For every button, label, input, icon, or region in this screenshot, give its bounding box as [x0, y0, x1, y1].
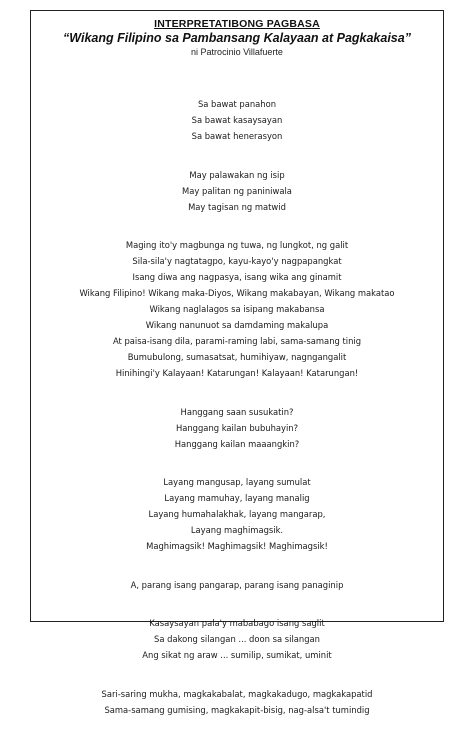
poem-line: Wikang nanunuot sa damdaming makalupa — [145, 320, 329, 330]
poem-line: Layang mangusap, layang sumulat — [163, 477, 311, 487]
poem-line: Wikang naglalagos sa isipang makabansa — [149, 304, 325, 314]
poem-line: Hanggang kailan bubuhayin? — [175, 422, 299, 433]
poem-stanza — [31, 96, 443, 144]
poem-line: A, parang isang pangarap, parang isang panaginip — [130, 579, 344, 590]
poem-title: “Wikang Filipino sa Pambansang Kalayaan at Pagkakaisa” — [63, 31, 411, 45]
poem-line: Sa bawat henerasyon — [191, 131, 283, 141]
poem-line: Sila-sila'y nagtatagpo, kayu-kayo'y nagpapangkat — [132, 256, 342, 266]
poem-line: Layang maghimagsik. — [190, 525, 284, 535]
document-label: INTERPRETATIBONG PAGBASA — [154, 18, 320, 30]
poem-line: Sari-saring mukha, magkakabalat, magkakadugo, magkakapatid — [101, 688, 373, 699]
poem-stanza — [31, 577, 443, 593]
poem-line: Bumubulong, sumasatsat, humihiyaw, nagngangalit — [127, 352, 347, 362]
poem-stanza — [31, 237, 443, 381]
poem-line: Hanggang saan susukatin? — [180, 406, 294, 417]
poem-line: May palawakan ng isip — [189, 169, 285, 180]
poem-line: Isang diwa ang nagpasya, isang wika ang ginamit — [132, 272, 342, 282]
poem-line: May palitan ng paniniwala — [182, 185, 292, 196]
poem-line: Ang sikat ng araw ... sumilip, sumikat, uminit — [142, 650, 332, 660]
poem-line: Layang mamuhay, layang manalig — [164, 493, 310, 503]
poem-line: Maghimagsik! Maghimagsik! Maghimagsik! — [146, 541, 328, 551]
poem-stanza — [31, 615, 443, 663]
poem-line: Layang humahalakhak, layang mangarap, — [148, 509, 326, 519]
poem-stanza — [31, 474, 443, 554]
poem-line: Sa bawat panahon — [197, 99, 277, 109]
poem-line: Wikang Filipino! Wikang maka-Diyos, Wikang makabayan, Wikang makatao — [79, 288, 395, 298]
poem-line: Hinihingi'y Kalayaan! Katarungan! Kalayaan! Katarungan! — [115, 368, 359, 378]
poem-stanza — [31, 686, 443, 718]
poem-line: Sa dakong silangan ... doon sa silangan — [154, 634, 320, 644]
poem-line: Maging ito'y magbunga ng tuwa, ng lungkot, ng galit — [125, 240, 349, 250]
poem-line: May tagisan ng matwid — [188, 201, 286, 212]
poem-stanza — [31, 404, 443, 452]
poem-line: At paisa-isang dila, parami-raming labi, sama-samang tinig — [112, 336, 362, 346]
document-page — [30, 10, 444, 715]
poem-line: Kasaysayan pala'y mababago isang saglit — [149, 618, 325, 628]
poem-body — [31, 96, 443, 740]
poem-line: Sa bawat kasaysayan — [191, 115, 283, 125]
poem-author: ni Patrocinio Villafuerte — [191, 47, 283, 57]
document-header — [31, 17, 443, 58]
poem-line: Hanggang kailan maaangkin? — [174, 438, 300, 449]
poem-stanza — [31, 167, 443, 215]
poem-line: Sama-samang gumising, magkakapit-bisig, nag-alsa't tumindig — [104, 704, 370, 715]
